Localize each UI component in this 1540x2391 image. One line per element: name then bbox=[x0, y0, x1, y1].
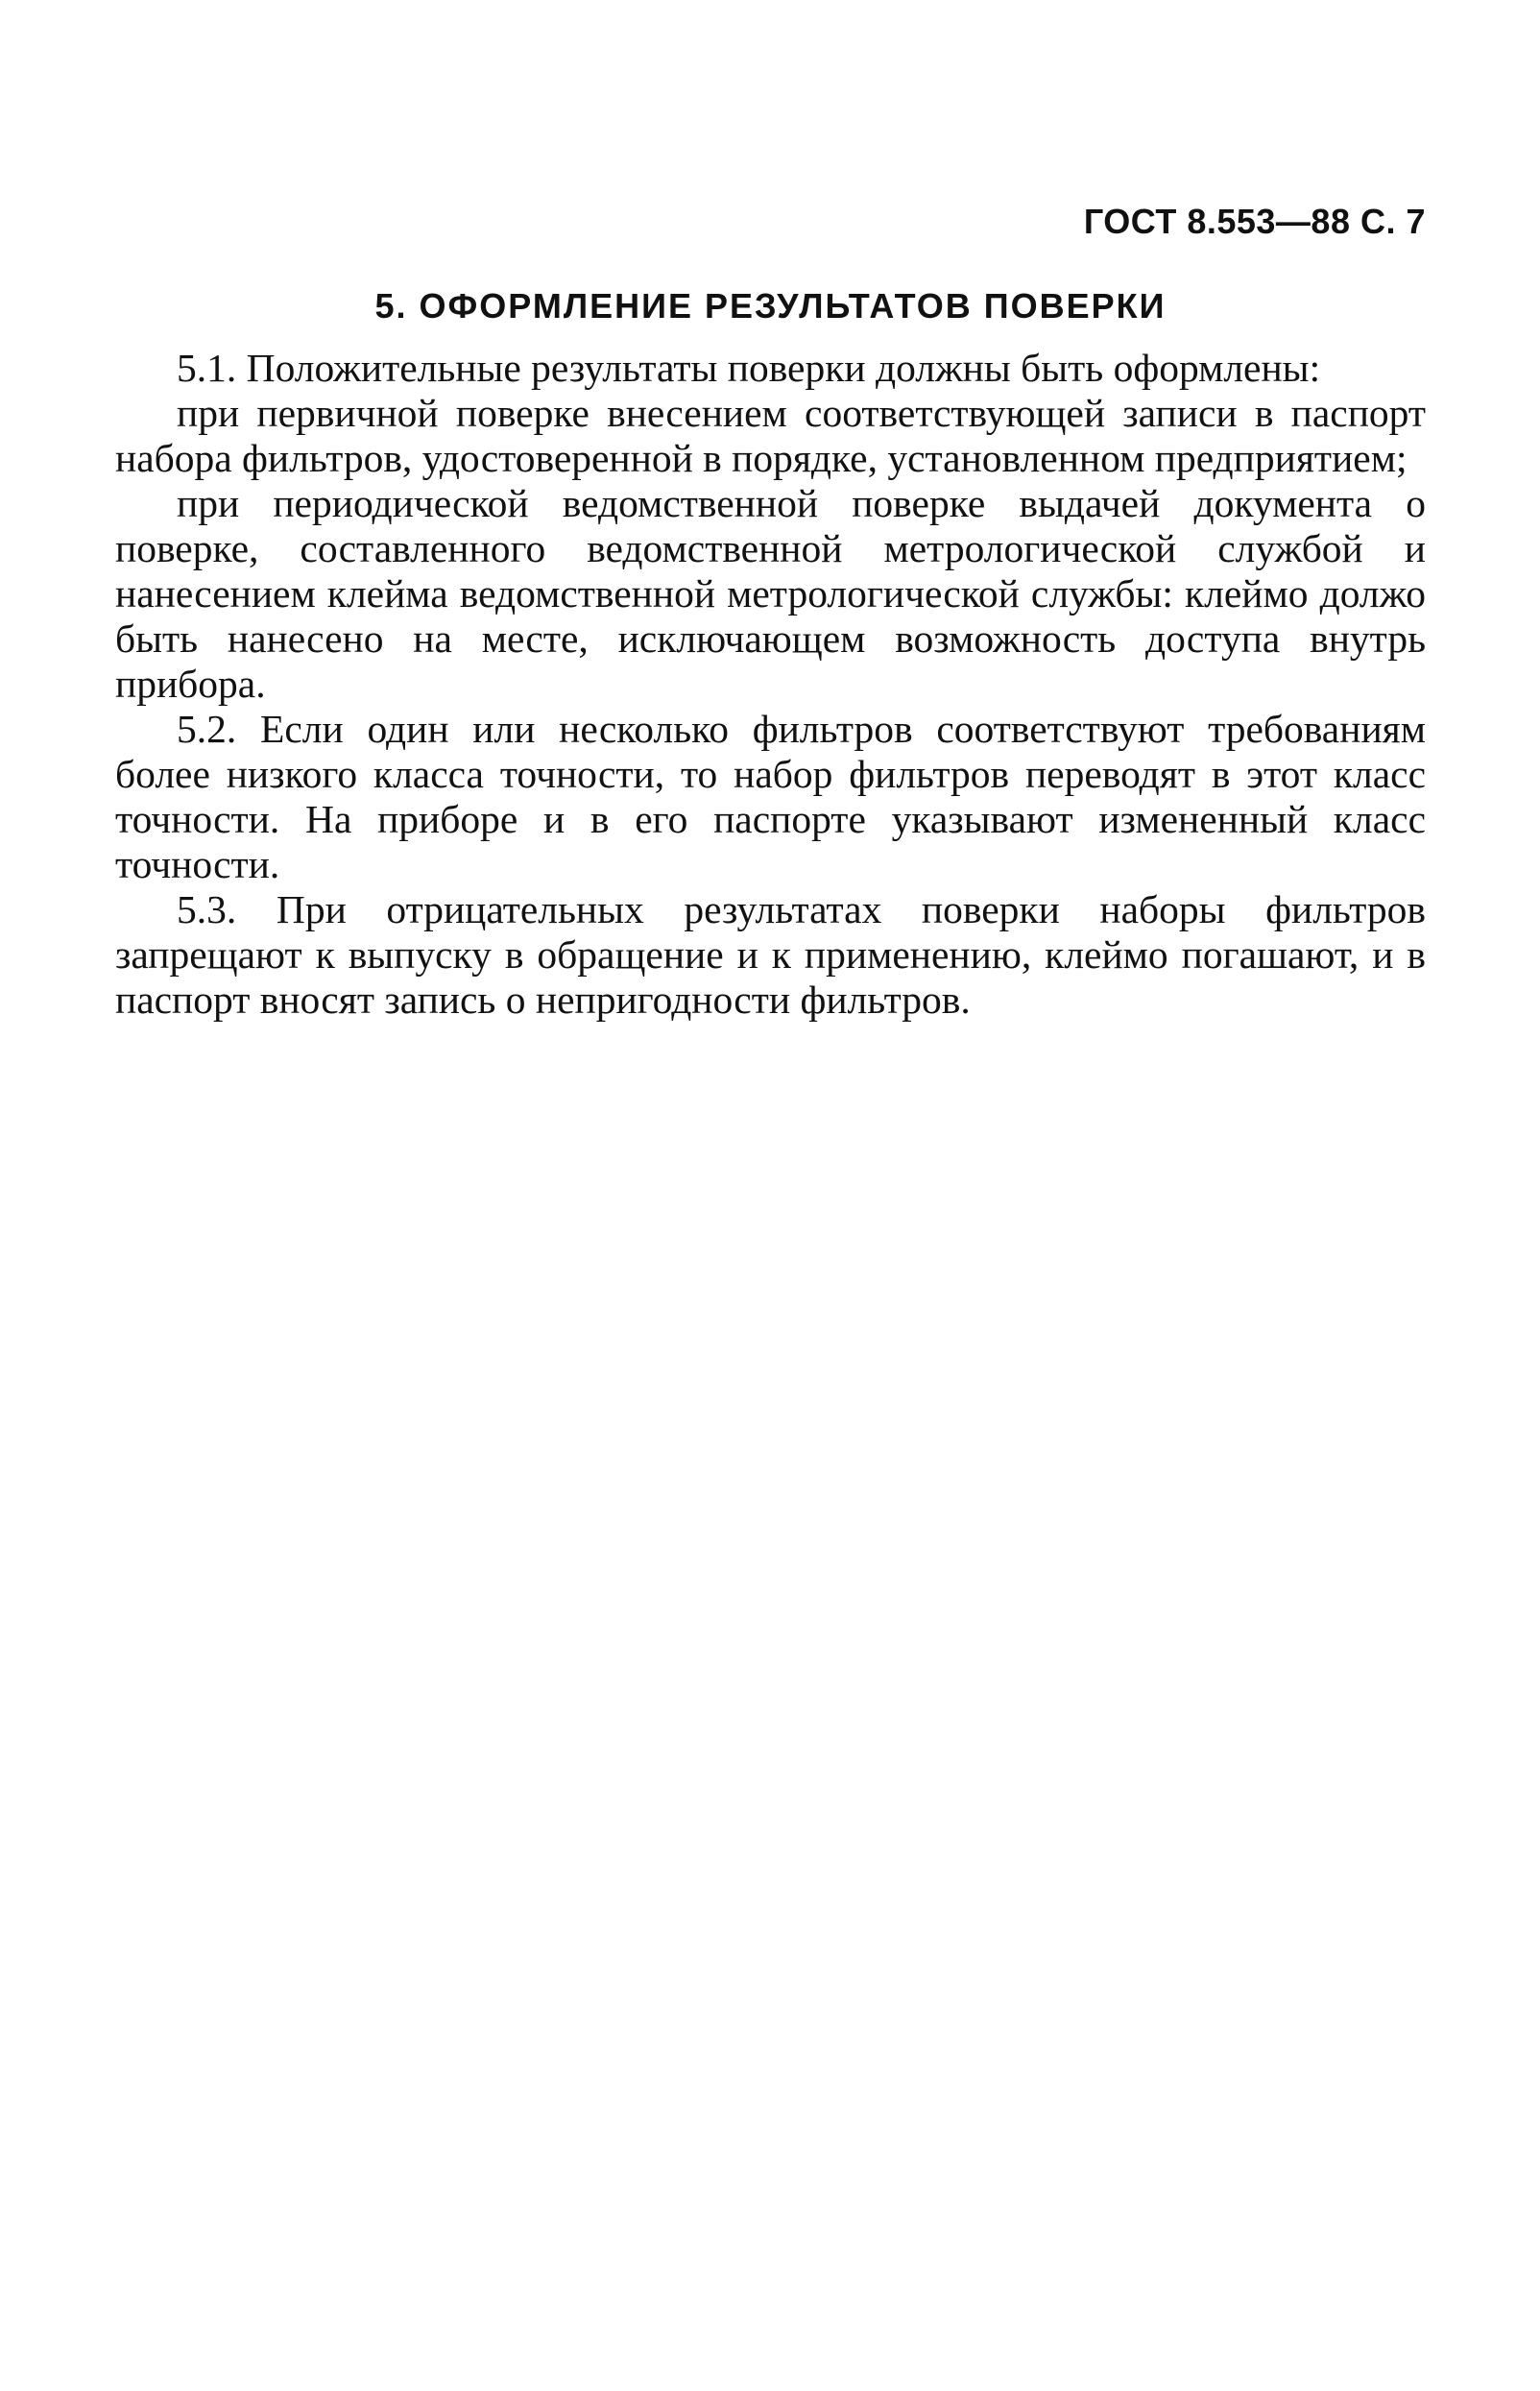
paragraph-primary-verification: при первичной поверке внесением соответствующей записи в паспорт набора фильтров, удостоверенной в порядке, установленном предприятием; bbox=[115, 391, 1426, 480]
section-body bbox=[115, 346, 1426, 1023]
paragraph-periodic-verification: при периодической ведомственной поверке выдачей документа о поверке, составленного ведомственной метрологической службой и нанесением клейма ведомственной метрологической службы: клеймо должо быть нанесено на месте, исключающем возможность доступа внутрь прибора. bbox=[115, 481, 1426, 706]
section-title: 5. ОФОРМЛЕНИЕ РЕЗУЛЬТАТОВ ПОВЕРКИ bbox=[374, 286, 1167, 326]
page-header: ГОСТ 8.553—88 С. 7 bbox=[1083, 202, 1426, 241]
paragraph-5-1: 5.1. Положительные результаты поверки должны быть оформлены: bbox=[177, 346, 1321, 390]
paragraph-5-3: 5.3. При отрицательных результатах поверки наборы фильтров запрещают к выпуску в обращение и к применению, клеймо погашают, и в паспорт вносят запись о непригодности фильтров. bbox=[115, 887, 1426, 1022]
paragraph-5-2: 5.2. Если один или несколько фильтров соответствуют требованиям более низкого класса точности, то набор фильтров переводят в этот класс точности. На приборе и в его паспорте указывают измененный класс точности. bbox=[115, 707, 1426, 886]
